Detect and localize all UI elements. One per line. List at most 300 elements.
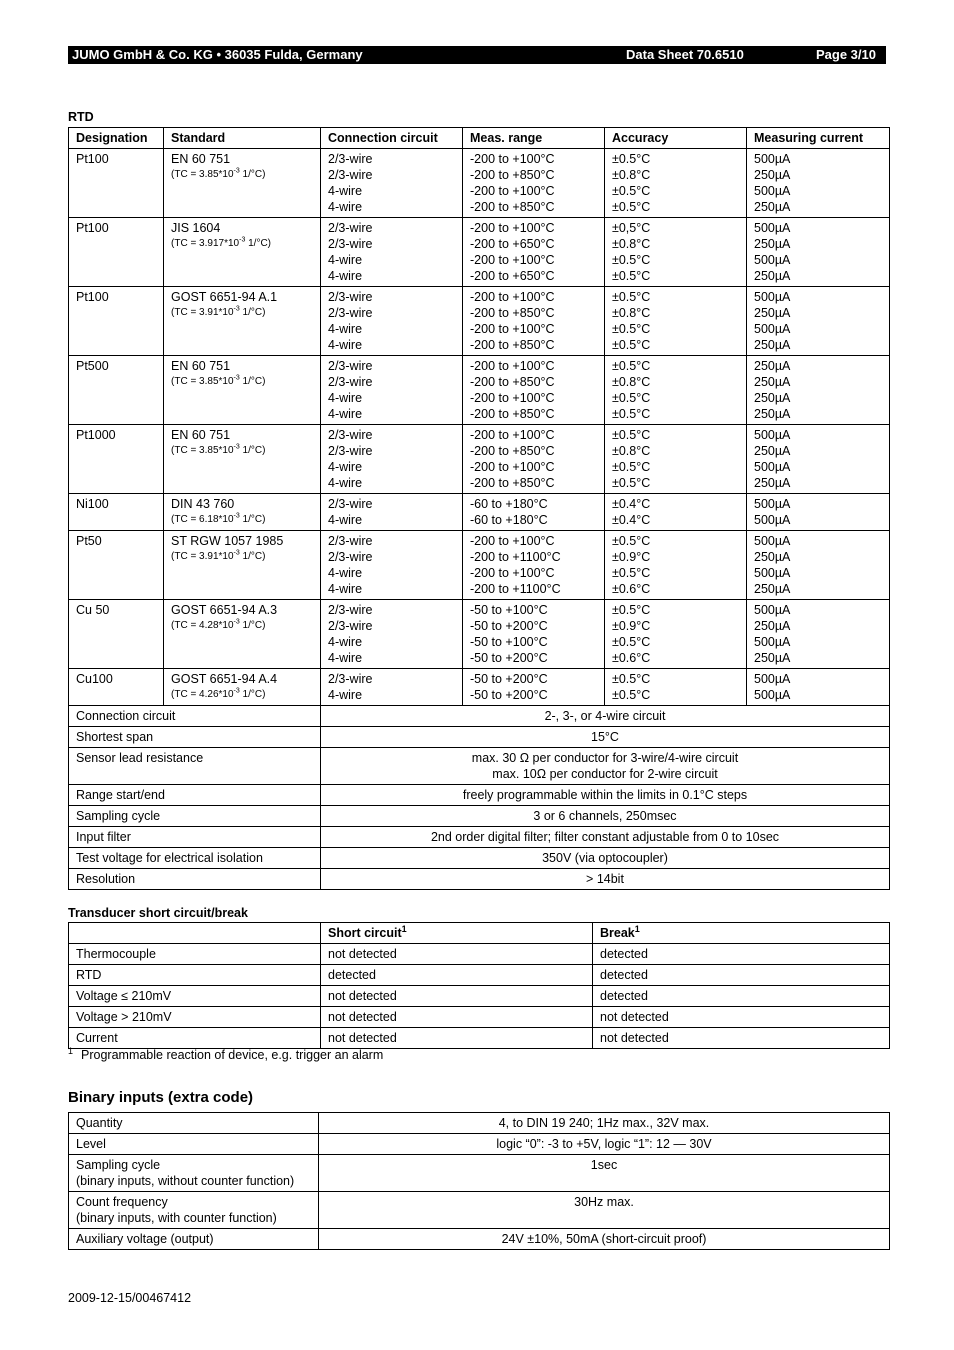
cell-line: 250µA xyxy=(754,407,791,421)
cell-line: -200 to +100°C xyxy=(470,184,555,198)
property-label: Connection circuit xyxy=(69,706,321,727)
footnote-mark: 1 xyxy=(68,1045,74,1056)
footnote-text: Programmable reaction of device, e.g. trigger an alarm xyxy=(81,1048,384,1062)
cell-line: -50 to +200°C xyxy=(470,619,548,633)
range-cell xyxy=(463,287,605,356)
cell-line: max. 10Ω per conductor for 2-wire circuit xyxy=(492,767,718,781)
short-circuit-value: not detected xyxy=(321,1028,593,1049)
property-value xyxy=(321,706,890,727)
cell-line: Sampling cycle xyxy=(76,1158,161,1172)
transducer-label: Transducer short circuit/break xyxy=(68,906,248,920)
cell-line: 4-wire xyxy=(328,322,363,336)
cell-line: 4-wire xyxy=(328,253,363,267)
break-value: detected xyxy=(593,986,890,1007)
range-cell xyxy=(463,494,605,531)
standard: GOST 6651-94 A.1 xyxy=(171,290,278,304)
current-cell xyxy=(747,287,890,356)
transducer-row xyxy=(69,986,890,1007)
cell-line: -200 to +850°C xyxy=(470,200,555,214)
page-header xyxy=(68,46,886,64)
cell-line: 4-wire xyxy=(328,200,363,214)
standard-cell xyxy=(164,356,321,425)
cell-line: 4-wire xyxy=(328,460,363,474)
standard-cell xyxy=(164,425,321,494)
transducer-row xyxy=(69,944,890,965)
cell-line: -200 to +850°C xyxy=(470,476,555,490)
cell-line: 250µA xyxy=(754,359,791,373)
temperature-coefficient: ($TC = 3.91*10^{-3}$ 1/°C) xyxy=(171,305,266,318)
range-cell xyxy=(463,669,605,706)
cell-line: Level xyxy=(76,1137,106,1151)
header-page: Page 3/10 xyxy=(816,47,876,62)
cell-line: ±0.5°C xyxy=(612,338,651,352)
current-cell xyxy=(747,494,890,531)
current-cell xyxy=(747,356,890,425)
transducer-type: Voltage ≤ 210mV xyxy=(69,986,321,1007)
transducer-row xyxy=(69,1028,890,1049)
cell-line: 2/3-wire xyxy=(328,428,373,442)
cell-line: 2/3-wire xyxy=(328,221,373,235)
binary-row xyxy=(69,1192,890,1229)
property-value xyxy=(321,806,890,827)
cell-line: 4-wire xyxy=(328,338,363,352)
cell-line: ±0.9°C xyxy=(612,619,651,633)
cell-line: Count frequency xyxy=(76,1195,168,1209)
binary-label xyxy=(69,1155,319,1192)
col-meas-range: Meas. range xyxy=(463,128,605,149)
binary-value: 30Hz max. xyxy=(319,1192,890,1229)
cell-line: 4-wire xyxy=(328,566,363,580)
cell-line: -200 to +100°C xyxy=(470,460,555,474)
cell-line: 2/3-wire xyxy=(328,375,373,389)
cell-line: 15°C xyxy=(591,730,619,744)
standard-cell xyxy=(164,669,321,706)
cell-line: -200 to +100°C xyxy=(470,534,555,548)
cell-line: 250µA xyxy=(754,375,791,389)
binary-row xyxy=(69,1134,890,1155)
transducer-row xyxy=(69,965,890,986)
rtd-property-row xyxy=(69,727,890,748)
property-label: Shortest span xyxy=(69,727,321,748)
binary-label xyxy=(69,1134,319,1155)
cell-line: 500µA xyxy=(754,253,791,267)
cell-line: ±0.6°C xyxy=(612,582,651,596)
range-cell xyxy=(463,149,605,218)
cell-line: ±0.5°C xyxy=(612,184,651,198)
cell-line: 250µA xyxy=(754,306,791,320)
property-label: Sensor lead resistance xyxy=(69,748,321,785)
rtd-property-row xyxy=(69,706,890,727)
binary-value: 4, to DIN 19 240; 1Hz max., 32V max. xyxy=(319,1113,890,1134)
footer-doc-id: 2009-12-15/00467412 xyxy=(68,1291,192,1305)
cell-line: ±0.6°C xyxy=(612,651,651,665)
transducer-type: RTD xyxy=(69,965,321,986)
cell-line: -200 to +100°C xyxy=(470,428,555,442)
cell-line: ±0.5°C xyxy=(612,269,651,283)
rtd-property-row xyxy=(69,827,890,848)
current-cell xyxy=(747,600,890,669)
cell-line: ±0,5°C xyxy=(612,221,651,235)
cell-line: 500µA xyxy=(754,290,791,304)
rtd-property-row xyxy=(69,869,890,890)
binary-table xyxy=(68,1112,890,1250)
circuit-cell xyxy=(321,218,463,287)
cell-line: -50 to +200°C xyxy=(470,651,548,665)
transducer-row xyxy=(69,1007,890,1028)
cell-line: 2/3-wire xyxy=(328,168,373,182)
cell-line: ±0.5°C xyxy=(612,603,651,617)
rtd-property-row xyxy=(69,785,890,806)
circuit-cell xyxy=(321,356,463,425)
binary-row xyxy=(69,1155,890,1192)
accuracy-cell xyxy=(605,149,747,218)
cell-line: 2/3-wire xyxy=(328,359,373,373)
binary-title: Binary inputs (extra code) xyxy=(68,1089,254,1106)
cell-line: 350V (via optocoupler) xyxy=(542,851,668,865)
short-circuit-value: not detected xyxy=(321,1007,593,1028)
cell-line: 4-wire xyxy=(328,582,363,596)
rtd-row xyxy=(69,669,890,706)
cell-line: 500µA xyxy=(754,513,791,527)
binary-label xyxy=(69,1229,319,1250)
cell-line: ±0.8°C xyxy=(612,375,651,389)
circuit-cell xyxy=(321,287,463,356)
designation: Cu 50 xyxy=(76,603,110,617)
cell-line: 500µA xyxy=(754,534,791,548)
cell-line: 4-wire xyxy=(328,184,363,198)
current-cell xyxy=(747,149,890,218)
cell-line: 2/3-wire xyxy=(328,497,373,511)
cell-line: 4-wire xyxy=(328,476,363,490)
cell-line: -200 to +850°C xyxy=(470,306,555,320)
temperature-coefficient: ($TC = 3.85*10^{-3}$ 1/°C) xyxy=(171,443,266,456)
standard: ST RGW 1057 1985 xyxy=(171,534,284,548)
temperature-coefficient: ($TC = 6.18*10^{-3}$ 1/°C) xyxy=(171,512,266,525)
accuracy-cell xyxy=(605,425,747,494)
cell-line: -200 to +850°C xyxy=(470,168,555,182)
col-designation: Designation xyxy=(69,128,164,149)
standard: JIS 1604 xyxy=(171,221,221,235)
cell-line: 500µA xyxy=(754,428,791,442)
range-cell xyxy=(463,425,605,494)
rtd-table xyxy=(68,127,890,890)
break-value: not detected xyxy=(593,1007,890,1028)
cell-line: -200 to +1100°C xyxy=(470,550,561,564)
standard-cell xyxy=(164,494,321,531)
standard-cell xyxy=(164,600,321,669)
cell-line: 2/3-wire xyxy=(328,550,373,564)
cell-line: 2nd order digital filter; filter constant adjustable from 0 to 10sec xyxy=(430,830,780,844)
rtd-property-row xyxy=(69,748,890,785)
footnote xyxy=(68,1045,384,1062)
col-connection-circuit: Connection circuit xyxy=(321,128,463,149)
property-value xyxy=(321,848,890,869)
cell-line: 500µA xyxy=(754,184,791,198)
cell-line: -60 to +180°C xyxy=(470,513,548,527)
cell-line: -200 to +850°C xyxy=(470,375,555,389)
break-value: detected xyxy=(593,965,890,986)
property-label: Sampling cycle xyxy=(69,806,321,827)
designation-cell xyxy=(69,287,164,356)
standard: DIN 43 760 xyxy=(171,497,235,511)
standard-cell xyxy=(164,531,321,600)
cell-line: ±0.9°C xyxy=(612,550,651,564)
cell-line: 500µA xyxy=(754,152,791,166)
range-cell xyxy=(463,531,605,600)
cell-line: (binary inputs, without counter function) xyxy=(76,1174,295,1188)
cell-line: -50 to +100°C xyxy=(470,635,548,649)
cell-line: 250µA xyxy=(754,200,791,214)
temperature-coefficient: ($TC = 3.85*10^{-3}$ 1/°C) xyxy=(171,167,266,180)
binary-value: 1sec xyxy=(319,1155,890,1192)
binary-value: 24V ±10%, 50mA (short-circuit proof) xyxy=(319,1229,890,1250)
rtd-row xyxy=(69,494,890,531)
designation-cell xyxy=(69,494,164,531)
designation-cell xyxy=(69,425,164,494)
cell-line: -50 to +100°C xyxy=(470,603,548,617)
cell-line: Auxiliary voltage (output) xyxy=(76,1232,214,1246)
accuracy-cell xyxy=(605,669,747,706)
cell-line: 250µA xyxy=(754,476,791,490)
accuracy-cell xyxy=(605,356,747,425)
cell-line: ±0.5°C xyxy=(612,200,651,214)
cell-line: ±0.5°C xyxy=(612,566,651,580)
cell-line: 4-wire xyxy=(328,407,363,421)
range-cell xyxy=(463,356,605,425)
rtd-row xyxy=(69,425,890,494)
accuracy-cell xyxy=(605,287,747,356)
cell-line: -200 to +650°C xyxy=(470,237,555,251)
cell-line: 2/3-wire xyxy=(328,619,373,633)
cell-line: 500µA xyxy=(754,221,791,235)
cell-line: -200 to +100°C xyxy=(470,221,555,235)
cell-line: 4-wire xyxy=(328,391,363,405)
designation-cell xyxy=(69,669,164,706)
accuracy-cell xyxy=(605,218,747,287)
cell-line: 250µA xyxy=(754,269,791,283)
cell-line: 500µA xyxy=(754,672,791,686)
cell-line: 2/3-wire xyxy=(328,152,373,166)
cell-line: 250µA xyxy=(754,619,791,633)
cell-line: ±0.5°C xyxy=(612,407,651,421)
binary-row xyxy=(69,1229,890,1250)
range-cell xyxy=(463,218,605,287)
cell-line: -60 to +180°C xyxy=(470,497,548,511)
cell-line: ±0.5°C xyxy=(612,391,651,405)
cell-line: 500µA xyxy=(754,460,791,474)
designation: Cu100 xyxy=(76,672,113,686)
cell-line: ±0.5°C xyxy=(612,152,651,166)
cell-line: -200 to +650°C xyxy=(470,269,555,283)
property-label: Input filter xyxy=(69,827,321,848)
cell-line: 500µA xyxy=(754,566,791,580)
binary-label xyxy=(69,1113,319,1134)
cell-line: ±0.5°C xyxy=(612,476,651,490)
cell-line: 2/3-wire xyxy=(328,444,373,458)
cell-line: 250µA xyxy=(754,391,791,405)
designation-cell xyxy=(69,149,164,218)
col-measuring-current: Measuring current xyxy=(747,128,890,149)
standard: GOST 6651-94 A.3 xyxy=(171,603,278,617)
cell-line: ±0.8°C xyxy=(612,237,651,251)
standard: GOST 6651-94 A.4 xyxy=(171,672,278,686)
cell-line: ±0.4°C xyxy=(612,497,651,511)
break-value: not detected xyxy=(593,1028,890,1049)
rtd-row xyxy=(69,356,890,425)
cell-line: 2/3-wire xyxy=(328,672,373,686)
cell-line: 4-wire xyxy=(328,635,363,649)
designation-cell xyxy=(69,531,164,600)
rtd-property-row xyxy=(69,806,890,827)
cell-line: -200 to +100°C xyxy=(470,322,555,336)
cell-line: ±0.8°C xyxy=(612,444,651,458)
designation-cell xyxy=(69,218,164,287)
current-cell xyxy=(747,218,890,287)
temperature-coefficient: ($TC = 4.28*10^{-3}$ 1/°C) xyxy=(171,618,266,631)
rtd-label: RTD xyxy=(68,110,94,124)
cell-line: -200 to +850°C xyxy=(470,444,555,458)
property-value xyxy=(321,785,890,806)
accuracy-cell xyxy=(605,494,747,531)
cell-line: 2/3-wire xyxy=(328,237,373,251)
binary-label xyxy=(69,1192,319,1229)
cell-line: ±0.5°C xyxy=(612,635,651,649)
transducer-type: Current xyxy=(69,1028,321,1049)
cell-line: > 14bit xyxy=(586,872,624,886)
cell-line: 4-wire xyxy=(328,269,363,283)
circuit-cell xyxy=(321,149,463,218)
temperature-coefficient: ($TC = 3.917*10^{-3}$ 1/°C) xyxy=(171,236,272,249)
cell-line: 3 or 6 channels, 250msec xyxy=(533,809,677,823)
transducer-col-short: Short circuit$^1$ xyxy=(321,923,593,944)
cell-line: ±0.5°C xyxy=(612,359,651,373)
cell-line: -200 to +1100°C xyxy=(470,582,561,596)
cell-line: 250µA xyxy=(754,168,791,182)
cell-line: 500µA xyxy=(754,688,791,702)
current-cell xyxy=(747,425,890,494)
cell-line: -200 to +100°C xyxy=(470,391,555,405)
property-value xyxy=(321,869,890,890)
cell-line: -200 to +100°C xyxy=(470,290,555,304)
cell-line: -200 to +100°C xyxy=(470,359,555,373)
cell-line: (binary inputs, with counter function) xyxy=(76,1211,277,1225)
rtd-row xyxy=(69,287,890,356)
rtd-row xyxy=(69,600,890,669)
cell-line: 250µA xyxy=(754,582,791,596)
short-circuit-value: not detected xyxy=(321,944,593,965)
range-cell xyxy=(463,600,605,669)
standard-cell xyxy=(164,149,321,218)
transducer-table xyxy=(68,922,890,1049)
cell-line: 250µA xyxy=(754,550,791,564)
designation-cell xyxy=(69,600,164,669)
designation: Pt500 xyxy=(76,359,109,373)
temperature-coefficient: ($TC = 3.91*10^{-3}$ 1/°C) xyxy=(171,549,266,562)
cell-line: 2/3-wire xyxy=(328,603,373,617)
designation: Pt100 xyxy=(76,221,109,235)
cell-line: 250µA xyxy=(754,338,791,352)
header-datasheet: Data Sheet 70.6510 xyxy=(626,47,744,62)
cell-line: freely programmable within the limits in 0.1°C steps xyxy=(462,788,748,802)
cell-line: -50 to +200°C xyxy=(470,688,548,702)
transducer-col-empty xyxy=(69,923,321,944)
standard: EN 60 751 xyxy=(171,359,231,373)
short-circuit-value: not detected xyxy=(321,986,593,1007)
cell-line: 500µA xyxy=(754,497,791,511)
temperature-coefficient: ($TC = 3.85*10^{-3}$ 1/°C) xyxy=(171,374,266,387)
transducer-type: Thermocouple xyxy=(69,944,321,965)
standard: EN 60 751 xyxy=(171,152,231,166)
standard: EN 60 751 xyxy=(171,428,231,442)
cell-line: 2-, 3-, or 4-wire circuit xyxy=(544,709,666,723)
standard-cell xyxy=(164,287,321,356)
circuit-cell xyxy=(321,425,463,494)
cell-line: ±0.5°C xyxy=(612,688,651,702)
cell-line: ±0.5°C xyxy=(612,428,651,442)
standard-cell xyxy=(164,218,321,287)
transducer-type: Voltage > 210mV xyxy=(69,1007,321,1028)
cell-line: ±0.8°C xyxy=(612,168,651,182)
circuit-cell xyxy=(321,669,463,706)
circuit-cell xyxy=(321,600,463,669)
cell-line: 500µA xyxy=(754,635,791,649)
rtd-row xyxy=(69,149,890,218)
cell-line: 250µA xyxy=(754,444,791,458)
cell-line: -200 to +100°C xyxy=(470,566,555,580)
cell-line: 500µA xyxy=(754,603,791,617)
cell-line: ±0.5°C xyxy=(612,672,651,686)
cell-line: ±0.8°C xyxy=(612,306,651,320)
cell-line: ±0.4°C xyxy=(612,513,651,527)
cell-line: ±0.5°C xyxy=(612,253,651,267)
rtd-property-row xyxy=(69,848,890,869)
circuit-cell xyxy=(321,531,463,600)
col-standard: Standard xyxy=(164,128,321,149)
col-accuracy: Accuracy xyxy=(605,128,747,149)
header-company: JUMO GmbH & Co. KG • 36035 Fulda, Germany xyxy=(72,47,363,62)
rtd-header-row xyxy=(69,128,890,149)
cell-line: -200 to +100°C xyxy=(470,152,555,166)
break-value: detected xyxy=(593,944,890,965)
binary-row xyxy=(69,1113,890,1134)
cell-line: 4-wire xyxy=(328,688,363,702)
property-label: Resolution xyxy=(69,869,321,890)
property-value xyxy=(321,727,890,748)
cell-line: Quantity xyxy=(76,1116,123,1130)
cell-line: ±0.5°C xyxy=(612,534,651,548)
rtd-row xyxy=(69,218,890,287)
cell-line: ±0.5°C xyxy=(612,290,651,304)
short-circuit-value: detected xyxy=(321,965,593,986)
cell-line: -200 to +100°C xyxy=(470,253,555,267)
designation: Pt100 xyxy=(76,152,109,166)
accuracy-cell xyxy=(605,600,747,669)
cell-line: 2/3-wire xyxy=(328,290,373,304)
property-value xyxy=(321,827,890,848)
transducer-col-break: Break$^1$ xyxy=(593,923,890,944)
designation: Pt1000 xyxy=(76,428,116,442)
current-cell xyxy=(747,669,890,706)
property-label: Range start/end xyxy=(69,785,321,806)
rtd-row xyxy=(69,531,890,600)
cell-line: 2/3-wire xyxy=(328,306,373,320)
transducer-header-row xyxy=(69,923,890,944)
cell-line: 500µA xyxy=(754,322,791,336)
cell-line: max. 30 Ω per conductor for 3-wire/4-wire circuit xyxy=(471,751,739,765)
temperature-coefficient: ($TC = 4.26*10^{-3}$ 1/°C) xyxy=(171,687,266,700)
designation: Ni100 xyxy=(76,497,109,511)
cell-line: 4-wire xyxy=(328,651,363,665)
